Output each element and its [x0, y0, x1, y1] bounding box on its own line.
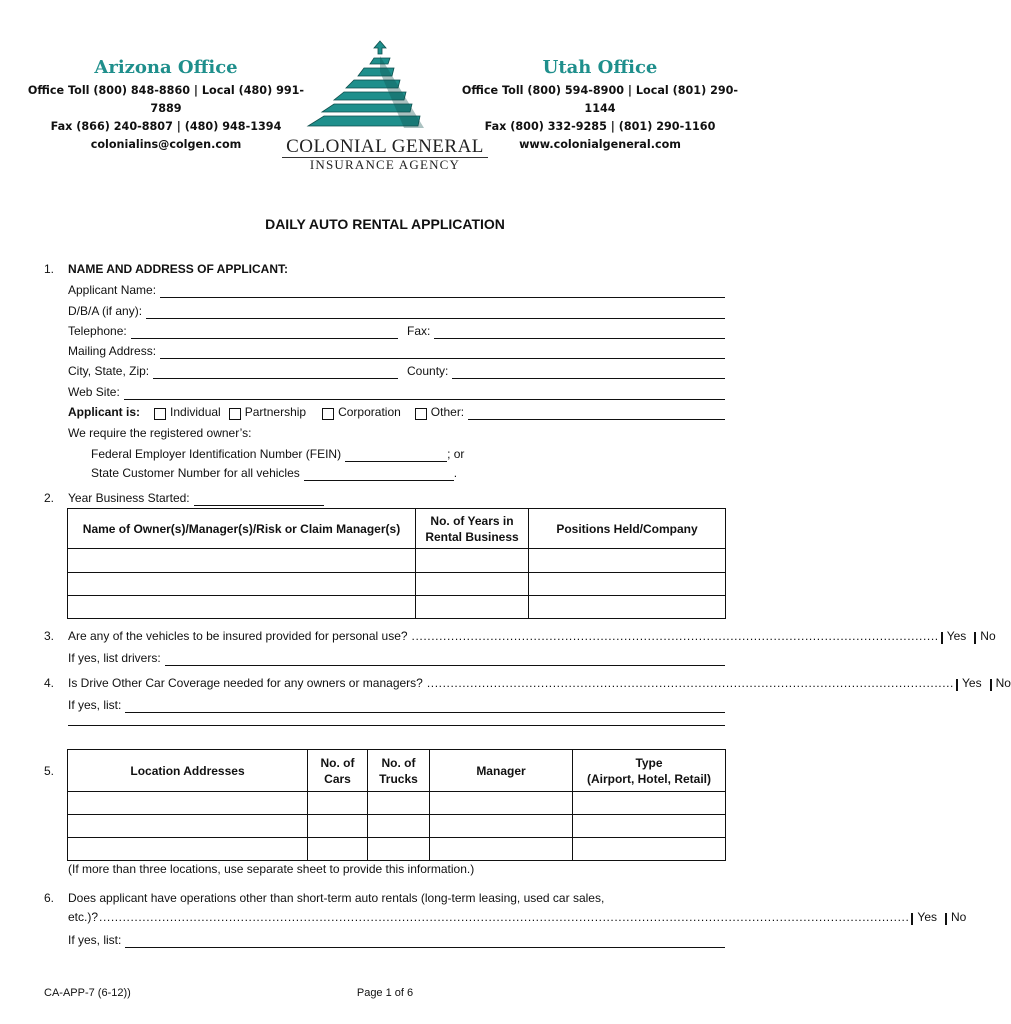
website-label: Web Site: — [68, 385, 120, 399]
owner-years-cell[interactable] — [416, 573, 529, 596]
personal-use-yes-label: Yes — [946, 629, 967, 643]
section-1-number: 1. — [44, 262, 55, 276]
telephone-field[interactable] — [131, 327, 398, 339]
fein-or: ; or — [447, 447, 465, 461]
owners-years-header-line2: Rental Business — [425, 529, 519, 544]
arizona-office-title: Arizona Office — [94, 57, 238, 78]
company-name: COLONIAL GENERAL — [286, 136, 484, 157]
personal-use-row — [68, 629, 996, 644]
locations-table — [67, 749, 726, 861]
doc-list-label: If yes, list: — [68, 698, 122, 712]
year-started-row — [68, 491, 324, 506]
dba-row — [68, 304, 725, 319]
doc-coverage-no-label: No — [995, 676, 1011, 690]
applicant-name-field[interactable] — [160, 286, 725, 298]
other-operations-list-field[interactable] — [125, 936, 725, 948]
arizona-phone-line: Office Toll (800) 848-8860 | Local (480) 991-7889 — [27, 84, 305, 115]
utah-website: www.colonialgeneral.com — [519, 138, 681, 151]
location-address-cell[interactable] — [68, 815, 308, 838]
location-address-header: Location Addresses — [68, 750, 308, 792]
state-customer-end: . — [453, 466, 458, 480]
location-type-header-line2: (Airport, Hotel, Retail) — [586, 771, 711, 786]
leader-dots: ...................................................................................................................................... — [411, 629, 939, 643]
owners-years-header-line1: No. of Years in — [430, 513, 514, 528]
owner-position-cell[interactable] — [529, 596, 726, 619]
no-of-trucks-header — [368, 750, 430, 792]
arizona-office-block — [16, 56, 316, 154]
mailing-address-label: Mailing Address: — [68, 344, 157, 358]
doc-list-field-extra[interactable] — [68, 725, 725, 726]
other-operations-question-line2: etc.)? — [68, 910, 99, 924]
fein-label: Federal Employer Identification Number (FEIN) — [91, 447, 342, 461]
fax-row — [407, 324, 725, 339]
county-row — [407, 364, 725, 379]
form-id: CA-APP-7 (6-12)) — [44, 987, 131, 999]
manager-cell[interactable] — [430, 792, 573, 815]
manager-cell[interactable] — [430, 815, 573, 838]
list-drivers-field[interactable] — [165, 654, 725, 666]
table-row — [68, 573, 726, 596]
other-label: Other: — [430, 405, 465, 419]
corporation-label: Corporation — [338, 405, 401, 419]
owners-years-header — [416, 509, 529, 549]
owner-name-cell[interactable] — [68, 573, 416, 596]
personal-use-no-label: No — [980, 629, 996, 643]
manager-cell[interactable] — [430, 838, 573, 861]
owner-position-cell[interactable] — [529, 573, 726, 596]
personal-use-question: Are any of the vehicles to be insured provided for personal use? — [68, 629, 408, 643]
mailing-address-row — [68, 344, 725, 359]
utah-office-block — [450, 56, 750, 154]
type-cell[interactable] — [573, 838, 726, 861]
city-state-zip-label: City, State, Zip: — [68, 364, 150, 378]
state-customer-field[interactable] — [304, 469, 454, 481]
section-5-number: 5. — [44, 764, 55, 778]
colonial-general-logo-icon — [300, 38, 430, 136]
doc-coverage-yes-checkbox[interactable] — [956, 679, 958, 691]
telephone-label: Telephone: — [68, 324, 127, 338]
individual-label: Individual — [170, 405, 221, 419]
type-cell[interactable] — [573, 792, 726, 815]
personal-use-no-checkbox[interactable] — [974, 632, 976, 644]
owner-years-cell[interactable] — [416, 596, 529, 619]
section-2-number: 2. — [44, 491, 55, 505]
cars-cell[interactable] — [308, 815, 368, 838]
company-subtitle: INSURANCE AGENCY — [309, 157, 461, 172]
other-operations-no-checkbox[interactable] — [945, 913, 947, 925]
owner-position-cell[interactable] — [529, 549, 726, 573]
table-row — [68, 792, 726, 815]
year-started-field[interactable] — [194, 494, 324, 506]
other-operations-yes-checkbox[interactable] — [911, 913, 913, 925]
registered-owner-note: We require the registered owner’s: — [68, 426, 252, 440]
type-cell[interactable] — [573, 815, 726, 838]
other-operations-no-label: No — [951, 910, 967, 924]
owner-name-cell[interactable] — [68, 596, 416, 619]
utah-fax-line: Fax (800) 332-9285 | (801) 290-1160 — [484, 120, 716, 133]
no-of-cars-header-line1: No. of — [320, 755, 355, 770]
table-row — [68, 549, 726, 573]
city-state-zip-row — [68, 364, 398, 379]
page-number: Page 1 of 6 — [356, 987, 414, 999]
individual-checkbox[interactable] — [154, 408, 166, 420]
section-1-heading: NAME AND ADDRESS OF APPLICANT: — [68, 262, 289, 276]
leader-dots: ...................................................................................................................................... — [426, 676, 954, 690]
applicant-is-label: Applicant is: — [68, 405, 141, 419]
doc-list-field[interactable] — [125, 701, 725, 713]
doc-coverage-no-checkbox[interactable] — [990, 679, 992, 691]
table-row — [68, 815, 726, 838]
mailing-address-field[interactable] — [160, 347, 725, 359]
fax-field[interactable] — [434, 327, 725, 339]
no-of-cars-header — [308, 750, 368, 792]
trucks-cell[interactable] — [368, 838, 430, 861]
partnership-checkbox[interactable] — [229, 408, 241, 420]
leader-dots: .............................................................................................................................................................................................................. — [99, 910, 910, 924]
partnership-label: Partnership — [244, 405, 307, 419]
city-state-zip-field[interactable] — [153, 367, 398, 379]
doc-coverage-yes-label: Yes — [962, 676, 982, 690]
other-operations-yes-label: Yes — [917, 910, 937, 924]
trucks-cell[interactable] — [368, 815, 430, 838]
no-of-cars-header-line2: Cars — [324, 771, 351, 786]
list-drivers-row — [68, 651, 725, 666]
state-customer-row — [91, 466, 457, 481]
manager-header: Manager — [430, 750, 573, 792]
other-checkbox[interactable] — [415, 408, 427, 420]
year-started-label: Year Business Started: — [68, 491, 190, 505]
county-label: County: — [407, 364, 449, 378]
other-operations-list-row — [68, 933, 725, 948]
list-drivers-label: If yes, list drivers: — [68, 651, 161, 665]
other-field[interactable] — [468, 408, 725, 420]
location-type-header-line1: Type — [635, 755, 663, 770]
owner-years-cell[interactable] — [416, 549, 529, 573]
county-field[interactable] — [452, 367, 725, 379]
locations-note: (If more than three locations, use separate sheet to provide this information.) — [68, 862, 475, 876]
location-address-cell[interactable] — [68, 792, 308, 815]
dba-label: D/B/A (if any): — [68, 304, 143, 318]
telephone-row — [68, 324, 398, 339]
document-title: DAILY AUTO RENTAL APPLICATION — [265, 216, 505, 232]
table-row — [68, 838, 726, 861]
fein-row — [91, 447, 464, 462]
fein-field[interactable] — [345, 450, 447, 462]
applicant-type-row — [68, 405, 725, 420]
owner-name-cell[interactable] — [68, 549, 416, 573]
state-customer-label: State Customer Number for all vehicles — [91, 466, 300, 480]
utah-office-title: Utah Office — [542, 57, 658, 78]
table-row — [68, 596, 726, 619]
utah-phone-line: Office Toll (800) 594-8900 | Local (801) 290-1144 — [461, 84, 739, 115]
doc-list-row — [68, 698, 725, 713]
arizona-fax-line: Fax (866) 240-8807 | (480) 948-1394 — [50, 120, 282, 133]
no-of-trucks-header-line2: Trucks — [379, 771, 418, 786]
owners-name-header: Name of Owner(s)/Manager(s)/Risk or Claim Manager(s) — [68, 509, 416, 549]
location-address-cell[interactable] — [68, 838, 308, 861]
corporation-checkbox[interactable] — [322, 408, 334, 420]
fax-label: Fax: — [407, 324, 431, 338]
other-operations-row — [68, 910, 967, 925]
doc-coverage-question: Is Drive Other Car Coverage needed for any owners or managers? — [68, 676, 423, 690]
section-4-number: 4. — [44, 676, 55, 690]
other-operations-list-label: If yes, list: — [68, 933, 122, 947]
website-field[interactable] — [124, 388, 725, 400]
personal-use-yes-checkbox[interactable] — [941, 632, 943, 644]
location-type-header — [573, 750, 726, 792]
trucks-cell[interactable] — [368, 792, 430, 815]
doc-coverage-row — [68, 676, 1011, 691]
applicant-name-row — [68, 283, 725, 298]
website-row — [68, 385, 725, 400]
owners-table — [67, 508, 726, 619]
cars-cell[interactable] — [308, 792, 368, 815]
section-3-number: 3. — [44, 629, 55, 643]
other-operations-question-line1: Does applicant have operations other than short-term auto rentals (long-term leasing, used car sales, — [68, 891, 605, 905]
dba-field[interactable] — [146, 307, 725, 319]
arizona-email: colonialins@colgen.com — [90, 138, 242, 151]
no-of-trucks-header-line1: No. of — [381, 755, 416, 770]
owners-position-header: Positions Held/Company — [529, 509, 726, 549]
applicant-name-label: Applicant Name: — [68, 283, 157, 297]
cars-cell[interactable] — [308, 838, 368, 861]
section-6-number: 6. — [44, 891, 55, 905]
